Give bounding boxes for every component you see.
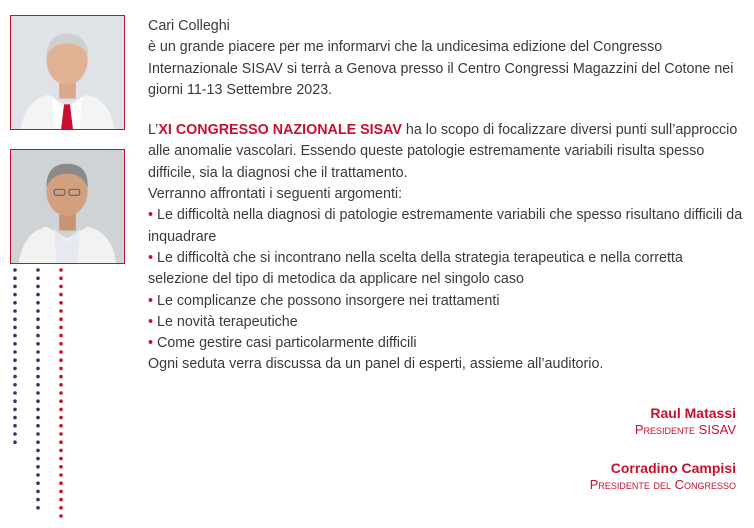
- dot: [59, 301, 63, 305]
- dot: [59, 383, 63, 387]
- closing-paragraph: Ogni seduta verra discussa da un panel di esperti, assieme all’auditorio.: [148, 356, 604, 373]
- dot: [59, 367, 63, 371]
- dot: [36, 268, 40, 272]
- dot: [36, 424, 40, 428]
- signature-role: Presidente SISAV: [634, 422, 736, 437]
- signature-name: Raul Matassi: [650, 405, 736, 421]
- dot: [13, 358, 17, 362]
- dot: [36, 317, 40, 321]
- dot: [13, 317, 17, 321]
- dot: [13, 342, 17, 346]
- dot: [36, 293, 40, 297]
- dot: [59, 432, 63, 436]
- dot: [59, 399, 63, 403]
- dot-column-red: [59, 268, 63, 518]
- dot: [36, 457, 40, 461]
- dot: [59, 342, 63, 346]
- topic-item: • Come gestire casi particolarmente difficili: [148, 335, 417, 352]
- dot: [36, 473, 40, 477]
- dot: [36, 358, 40, 362]
- dot: [59, 473, 63, 477]
- dot: [13, 432, 17, 436]
- dot-column-navy-long: [36, 268, 40, 509]
- dot: [59, 498, 63, 502]
- dot: [36, 276, 40, 280]
- dot-column-navy-short: [13, 268, 17, 444]
- dot: [13, 268, 17, 272]
- dot: [13, 391, 17, 395]
- topic-item: • Le difficoltà nella diagnosi di patologie estremamente variabili che spesso risultano difficili da inquadrare: [148, 207, 743, 245]
- dot: [13, 309, 17, 313]
- dot: [36, 465, 40, 469]
- dot: [36, 440, 40, 444]
- bullet-icon: •: [148, 207, 154, 224]
- dot: [59, 326, 63, 330]
- dot: [36, 375, 40, 379]
- bullet-icon: •: [148, 292, 154, 309]
- dot: [59, 375, 63, 379]
- dot: [59, 506, 63, 510]
- intro-paragraph: è un grande piacere per me informarvi che la undicesima edizione del Congresso Internazionale SISAV si terrà a Genova presso il Centro Congressi Magazzini del Cotone nei giorni 11-13 Settembre 2023.: [148, 39, 734, 98]
- topics-intro: Verranno affrontati i seguenti argomenti:: [148, 186, 403, 203]
- bullet-icon: •: [148, 335, 154, 352]
- dot: [59, 285, 63, 289]
- dot: [13, 399, 17, 403]
- dot: [36, 506, 40, 510]
- dot: [59, 268, 63, 272]
- dot: [59, 408, 63, 412]
- bullet-icon: •: [148, 249, 154, 266]
- dot: [36, 432, 40, 436]
- dot: [36, 367, 40, 371]
- letter-body: [148, 16, 744, 376]
- dot: [13, 293, 17, 297]
- dot: [59, 309, 63, 313]
- dot: [59, 449, 63, 453]
- dot: [13, 276, 17, 280]
- dot: [36, 481, 40, 485]
- signature-campisi: [590, 459, 736, 493]
- dot: [36, 342, 40, 346]
- dot: [36, 498, 40, 502]
- greeting: Cari Colleghi: [148, 18, 230, 34]
- dot: [13, 375, 17, 379]
- dot: [36, 350, 40, 354]
- dot: [36, 490, 40, 494]
- dot: [59, 457, 63, 461]
- dot: [13, 383, 17, 387]
- bullet-icon: •: [148, 313, 154, 330]
- signature-role: Presidente del Congresso: [589, 477, 736, 492]
- dot: [13, 334, 17, 338]
- dot: [36, 416, 40, 420]
- dot: [36, 326, 40, 330]
- dot: [13, 326, 17, 330]
- dot: [59, 490, 63, 494]
- dot: [59, 465, 63, 469]
- dot: [59, 391, 63, 395]
- dot: [36, 408, 40, 412]
- dot: [13, 367, 17, 371]
- signature-matassi: [635, 404, 736, 438]
- dot: [36, 449, 40, 453]
- dot: [59, 358, 63, 362]
- dot: [13, 301, 17, 305]
- dot: [13, 416, 17, 420]
- dot: [36, 285, 40, 289]
- dot: [59, 334, 63, 338]
- dot: [59, 481, 63, 485]
- dot: [13, 285, 17, 289]
- dot: [36, 301, 40, 305]
- dot: [36, 383, 40, 387]
- dot: [13, 350, 17, 354]
- dot: [36, 391, 40, 395]
- dot: [59, 424, 63, 428]
- dot: [59, 416, 63, 420]
- dot: [13, 408, 17, 412]
- dot: [59, 317, 63, 321]
- dot: [59, 440, 63, 444]
- dot: [59, 276, 63, 280]
- topic-item: • Le complicanze che possono insorgere nei trattamenti: [148, 292, 500, 309]
- decorative-dots: [0, 0, 120, 528]
- dot: [13, 424, 17, 428]
- dot: [13, 440, 17, 444]
- dot: [36, 309, 40, 313]
- dot: [59, 514, 63, 518]
- dot: [59, 293, 63, 297]
- topic-item: • Le difficoltà che si incontrano nella scelta della strategia terapeutica e nella corretta selezione del tipo di metodica da applicare nel singolo caso: [148, 249, 683, 288]
- dot: [36, 334, 40, 338]
- signature-name: Corradino Campisi: [610, 460, 736, 476]
- congress-name-highlight: XI CONGRESSO NAZIONALE SISAV: [158, 122, 402, 139]
- dot: [59, 350, 63, 354]
- dot: [36, 399, 40, 403]
- topic-item: • Le novità terapeutiche: [148, 313, 298, 330]
- scope-paragraph: L’XI CONGRESSO NAZIONALE SISAV ha lo scopo di focalizzare diversi punti sull’approccio alle anomalie vascolari. Essendo queste patologie estremamente variabili risulta spesso difficile, sia la diagnosi che il trattamento.: [148, 122, 738, 181]
